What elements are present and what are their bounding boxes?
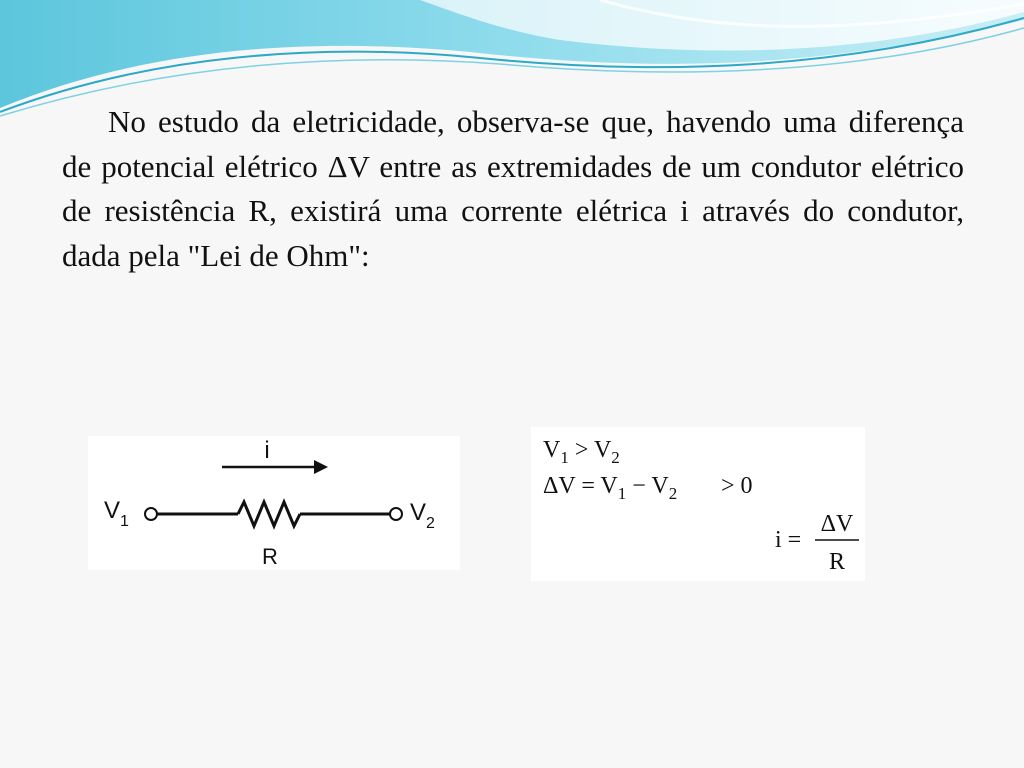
resistor-zigzag (238, 502, 300, 526)
ohm-law-denominator: R (828, 549, 846, 575)
equation-v1-greater-v2: $V_1 > V_2$ (543, 437, 620, 467)
ohm-law-equations (531, 427, 865, 581)
ohm-law-numerator: ΔV (820, 511, 854, 537)
ohm-law-intro-paragraph: No estudo da eletricidade, observa-se que, havendo uma diferença de potencial elétrico ΔV entre as extremidades de um condutor elétrico de resistência R, existirá uma corrente elétrica i através do condutor, dada pela "Lei de Ohm": (62, 104, 964, 273)
terminal-right-node (390, 508, 402, 520)
resistor-label: R (262, 544, 278, 569)
equation-greater-than-zero: > 0 (721, 473, 753, 499)
current-label: i (264, 437, 270, 464)
terminal-left-node (145, 508, 157, 520)
resistor-circuit-diagram (88, 436, 460, 570)
ohm-law-equations-figure (531, 427, 865, 581)
resistor-circuit-figure (88, 436, 460, 570)
terminal-left-label: $V_1$ (104, 497, 129, 530)
terminal-right-label: $V_2$ (410, 499, 435, 532)
ohm-law-lhs: i = (775, 527, 802, 553)
equation-delta-v: $\Delta V = V_1 - V_2$ (543, 473, 678, 503)
current-arrow-head-icon (314, 460, 328, 474)
